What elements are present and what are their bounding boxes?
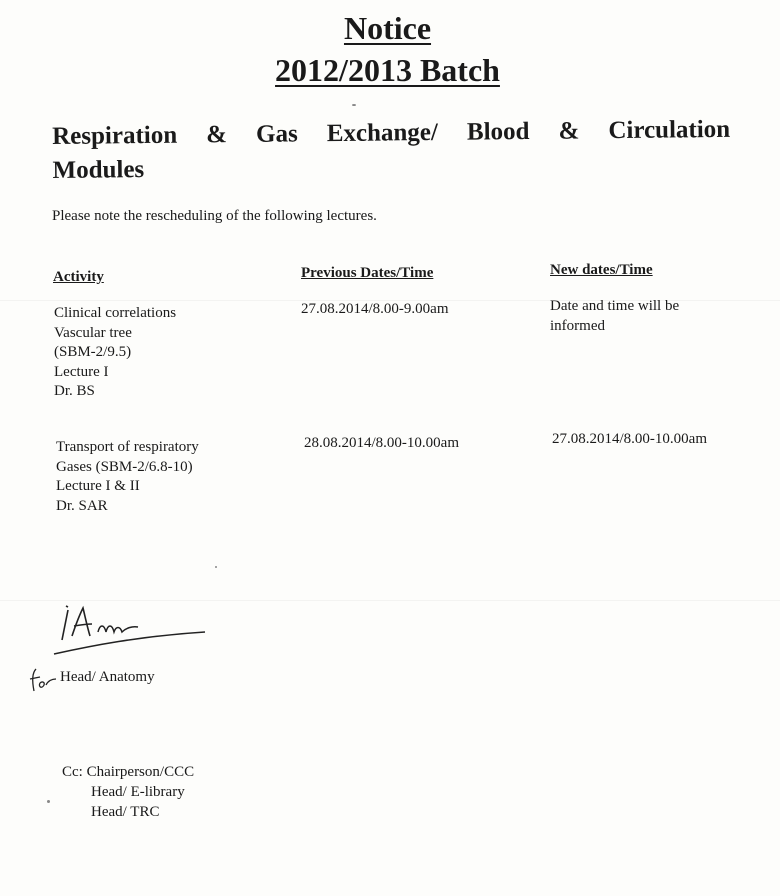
row2-activity-line: Dr. SAR xyxy=(56,497,108,514)
module-heading xyxy=(52,113,731,188)
row2-new-text: 27.08.2014/8.00-10.00am xyxy=(552,431,707,447)
row2-activity xyxy=(56,438,199,516)
cc-line: Head/ TRC xyxy=(91,804,160,820)
row1-activity xyxy=(54,304,176,402)
row1-previous-text: 27.08.2014/8.00-9.00am xyxy=(301,301,449,317)
row1-previous xyxy=(301,300,449,320)
col-header-new: New dates/Time xyxy=(550,262,653,278)
row2-new xyxy=(552,430,707,450)
row2-activity-line: Transport of respiratory xyxy=(56,439,199,455)
cc-line: Head/ E-library xyxy=(91,784,185,800)
row2-previous-text: 28.08.2014/8.00-10.00am xyxy=(304,435,459,451)
row1-new xyxy=(550,297,679,336)
signature-image xyxy=(50,598,220,658)
row1-activity-line: Lecture I xyxy=(54,363,109,380)
cc-list xyxy=(62,762,194,822)
notice-title: Notice xyxy=(343,10,432,46)
col-header-previous: Previous Dates/Time xyxy=(301,265,434,281)
row1-new-line: Date and time will be xyxy=(550,298,680,314)
col-header-activity: Activity xyxy=(53,269,104,285)
module-heading-line1: Respiration & Gas Exchange/ Blood & Circulation xyxy=(52,115,731,150)
row1-new-line: informed xyxy=(550,317,605,334)
row1-activity-line: Dr. BS xyxy=(54,383,95,399)
intro-text: Please note the rescheduling of the following lectures. xyxy=(52,208,377,224)
row1-activity-line: Clinical correlations xyxy=(54,305,177,321)
module-heading-line2: Modules xyxy=(52,156,145,184)
cc-line: Cc: Chairperson/CCC xyxy=(62,764,195,780)
row2-activity-line: Gases (SBM-2/6.8-10) xyxy=(56,458,193,475)
row1-activity-line: Vascular tree xyxy=(54,324,132,341)
row2-activity-line: Lecture I & II xyxy=(56,478,140,494)
for-handwritten xyxy=(26,665,60,695)
batch-title: 2012/2013 Batch xyxy=(275,52,500,88)
row2-previous xyxy=(304,434,459,454)
row1-activity-line: (SBM-2/9.5) xyxy=(54,344,132,360)
signatory-title: Head/ Anatomy xyxy=(60,669,155,685)
